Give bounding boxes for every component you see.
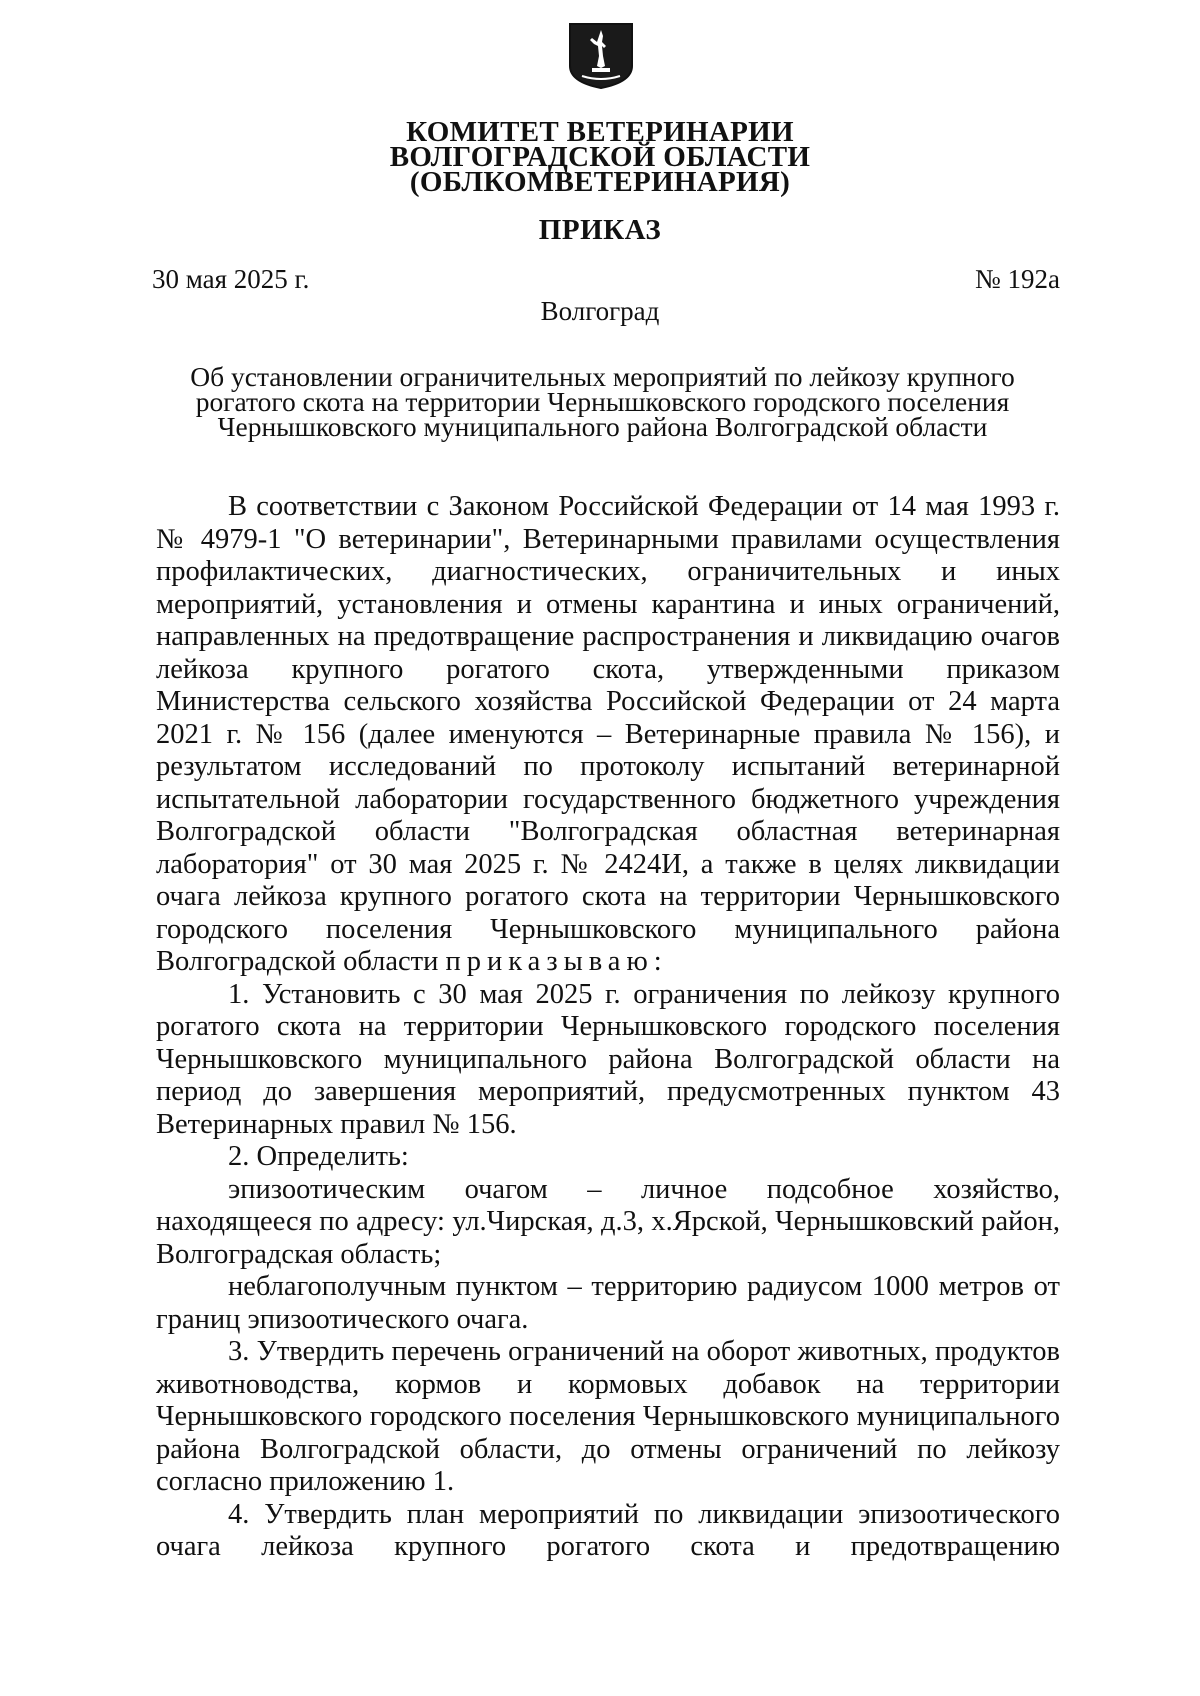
preamble-text: В соответствии с Законом Российской Федерации от 14 мая 1993 г. № 4979-1 "О ветеринарии", Ветеринарными правилами осуществления профилактических, диагностических, ограничительных и иных мероприятий, установления и отмены карантина и иных ограничений, направленных на предотвращение распространения и ликвидацию очагов лейкоза крупного рогатого скота, утвержденными приказом Министерства сельского хозяйства Российской Федерации от 24 марта 2021 г. № 156 (далее именуются – Ветеринарные правила № 156), и результатом исследований по протоколу испытаний ветеринарной испытательной лаборатории государственного бюджетного учреждения Волгоградской области "Волгоградская областная ветеринарная лаборатория" от 30 мая 2025 г. № 2424И, а также в целях ликвидации очага лейкоза крупного рогатого скота на территории Чернышковского городского поселения Чернышковского муниципального района Волгоградской области xyxy=(156,491,1060,977)
document-title: Об установлении ограничительных мероприятий по лейкозу крупного рогатого скота на территории Чернышковского городского поселения Чернышковского муниципального района Волгоградской области xyxy=(190,361,1015,442)
item-3-paragraph: 3. Утвердить перечень ограничений на оборот животных, продуктов животноводства, кормов и кормовых добавок на территории Чернышковского городского поселения Чернышковского муниципального района Волгоградской области, до отмены ограничений по лейкозу согласно приложению 1. xyxy=(156,1336,1060,1497)
document-body xyxy=(156,491,1060,1564)
organization-short-name: (ОБЛКОМВЕТЕРИНАРИЯ) xyxy=(409,166,791,198)
item-1-paragraph: 1. Установить с 30 мая 2025 г. ограничения по лейкозу крупного рогатого скота на территории Чернышковского городского поселения Чернышковского муниципального района Волгоградской области на период до завершения мероприятий, предусмотренных пунктом 43 Ветеринарных правил № 156. xyxy=(156,978,1060,1140)
item-2-area-paragraph: неблагополучным пунктом – территорию радиусом 1000 метров от границ эпизоотического очага. xyxy=(156,1271,1060,1335)
organization-name-line: КОМИТЕТ ВЕТЕРИНАРИИ xyxy=(406,116,794,148)
item-2-focus-paragraph: эпизоотическим очагом – личное подсобное хозяйство, находящееся по адресу: ул.Чирская, д.3, х.Ярской, Чернышковский район, Волгоградская область; xyxy=(156,1173,1060,1270)
coat-of-arms-icon xyxy=(568,22,634,90)
order-word: приказываю: xyxy=(445,946,668,977)
document-type: ПРИКАЗ xyxy=(538,214,662,246)
document-date: 30 мая 2025 г. xyxy=(152,264,310,294)
item-4-paragraph: 4. Утвердить план мероприятий по ликвидации эпизоотического очага лейкоза крупного рогатого скота и предотвращению xyxy=(156,1498,1060,1562)
document-number: № 192а xyxy=(975,264,1060,294)
document-city: Волгоград xyxy=(540,296,660,326)
organization-region-line: ВОЛГОГРАДСКОЙ ОБЛАСТИ xyxy=(389,141,811,173)
preamble-paragraph xyxy=(156,491,1060,979)
item-2-heading: 2. Определить: xyxy=(228,1141,409,1172)
